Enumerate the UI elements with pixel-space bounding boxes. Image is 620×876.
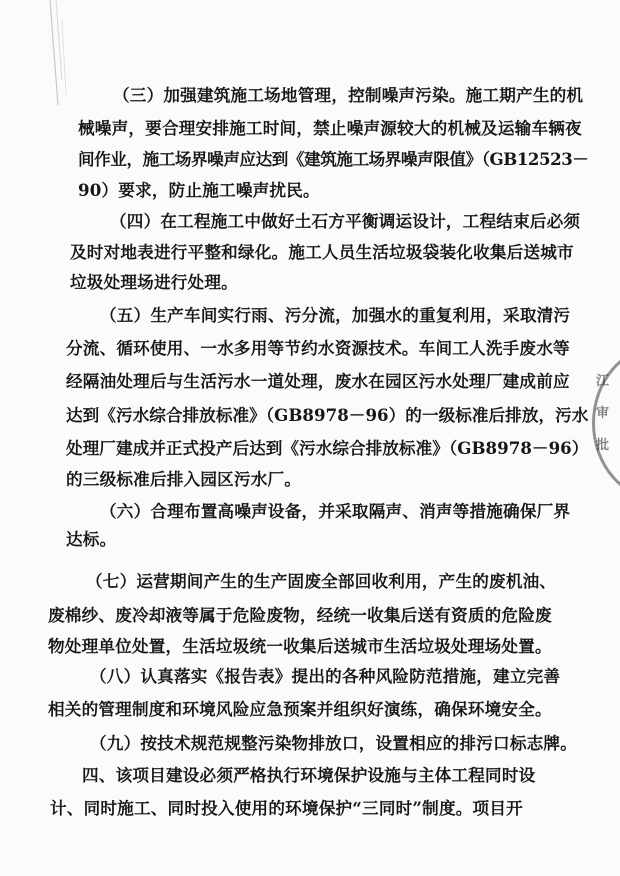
text-line: 废棉纱、废冷却液等属于危险废物，经统一收集后送有资质的危险废 xyxy=(48,605,552,625)
text-line: 达标。 xyxy=(66,529,117,549)
text-line: 计、同时施工、同时投入使用的环境保护“三同时”制度。项目开 xyxy=(50,798,523,818)
official-seal-fragment xyxy=(588,345,620,495)
text-line: 械噪声，要合理安排施工时间，禁止噪声源较大的机械及运输车辆夜 xyxy=(78,118,582,138)
text-line: （四）在工程施工中做好土石方平衡调运设计，工程结束后必须 xyxy=(110,211,581,231)
text-line: 分流、循环使用、一水多用等节约水资源技术。车间工人洗手废水等 xyxy=(66,338,570,358)
text-line: 及时对地表进行平整和绿化。施工人员生活垃圾袋装化收集后送城市 xyxy=(70,242,574,262)
text-line: 达到《污水综合排放标准》（GB8978－96）的一级标准后排放，污水 xyxy=(66,405,589,425)
text-line: 相关的管理制度和环境风险应急预案并组织好演练，确保环境安全。 xyxy=(48,699,552,719)
text-line: （七）运营期间产生的生产固废全部回收利用，产生的废机油、 xyxy=(86,571,557,591)
text-line: （九）按技术规范规整污染物排放口，设置相应的排污口标志牌。 xyxy=(90,733,578,753)
binding-marks xyxy=(28,0,68,110)
text-line: （三）加强建筑施工场地管理，控制噪声污染。施工期产生的机 xyxy=(113,85,584,105)
text-line: 90）要求，防止施工噪声扰民。 xyxy=(78,180,320,200)
text-line: （六）合理布置高噪声设备，并采取隔声、消声等措施确保厂界 xyxy=(100,501,571,521)
text-line: 的三级标准后排入园区污水厂。 xyxy=(66,469,302,489)
text-line: 物处理单位处置，生活垃圾统一收集后送城市生活垃圾处理场处置。 xyxy=(48,636,552,656)
seal-char: 批 xyxy=(596,438,610,453)
text-line: 处理厂建成并正式投产后达到《污水综合排放标准》（GB8978－96） xyxy=(66,438,589,458)
seal-char: 江 xyxy=(596,374,610,389)
text-line: 经隔油处理后与生活污水一道处理，废水在园区污水处理厂建成前应 xyxy=(66,371,570,391)
text-line: （八）认真落实《报告表》提出的各种风险防范措施，建立完善 xyxy=(90,666,561,686)
seal-char: 审 xyxy=(596,406,610,421)
text-line: 间作业，施工场界噪声应达到《建筑施工场界噪声限值》（GB12523－ xyxy=(78,149,589,169)
text-line: （五）生产车间实行雨、污分流，加强水的重复利用，采取清污 xyxy=(100,305,571,325)
text-line: 四、该项目建设必须严格执行环境保护设施与主体工程同时设 xyxy=(82,765,536,785)
text-line: 垃圾处理场进行处理。 xyxy=(70,272,238,292)
